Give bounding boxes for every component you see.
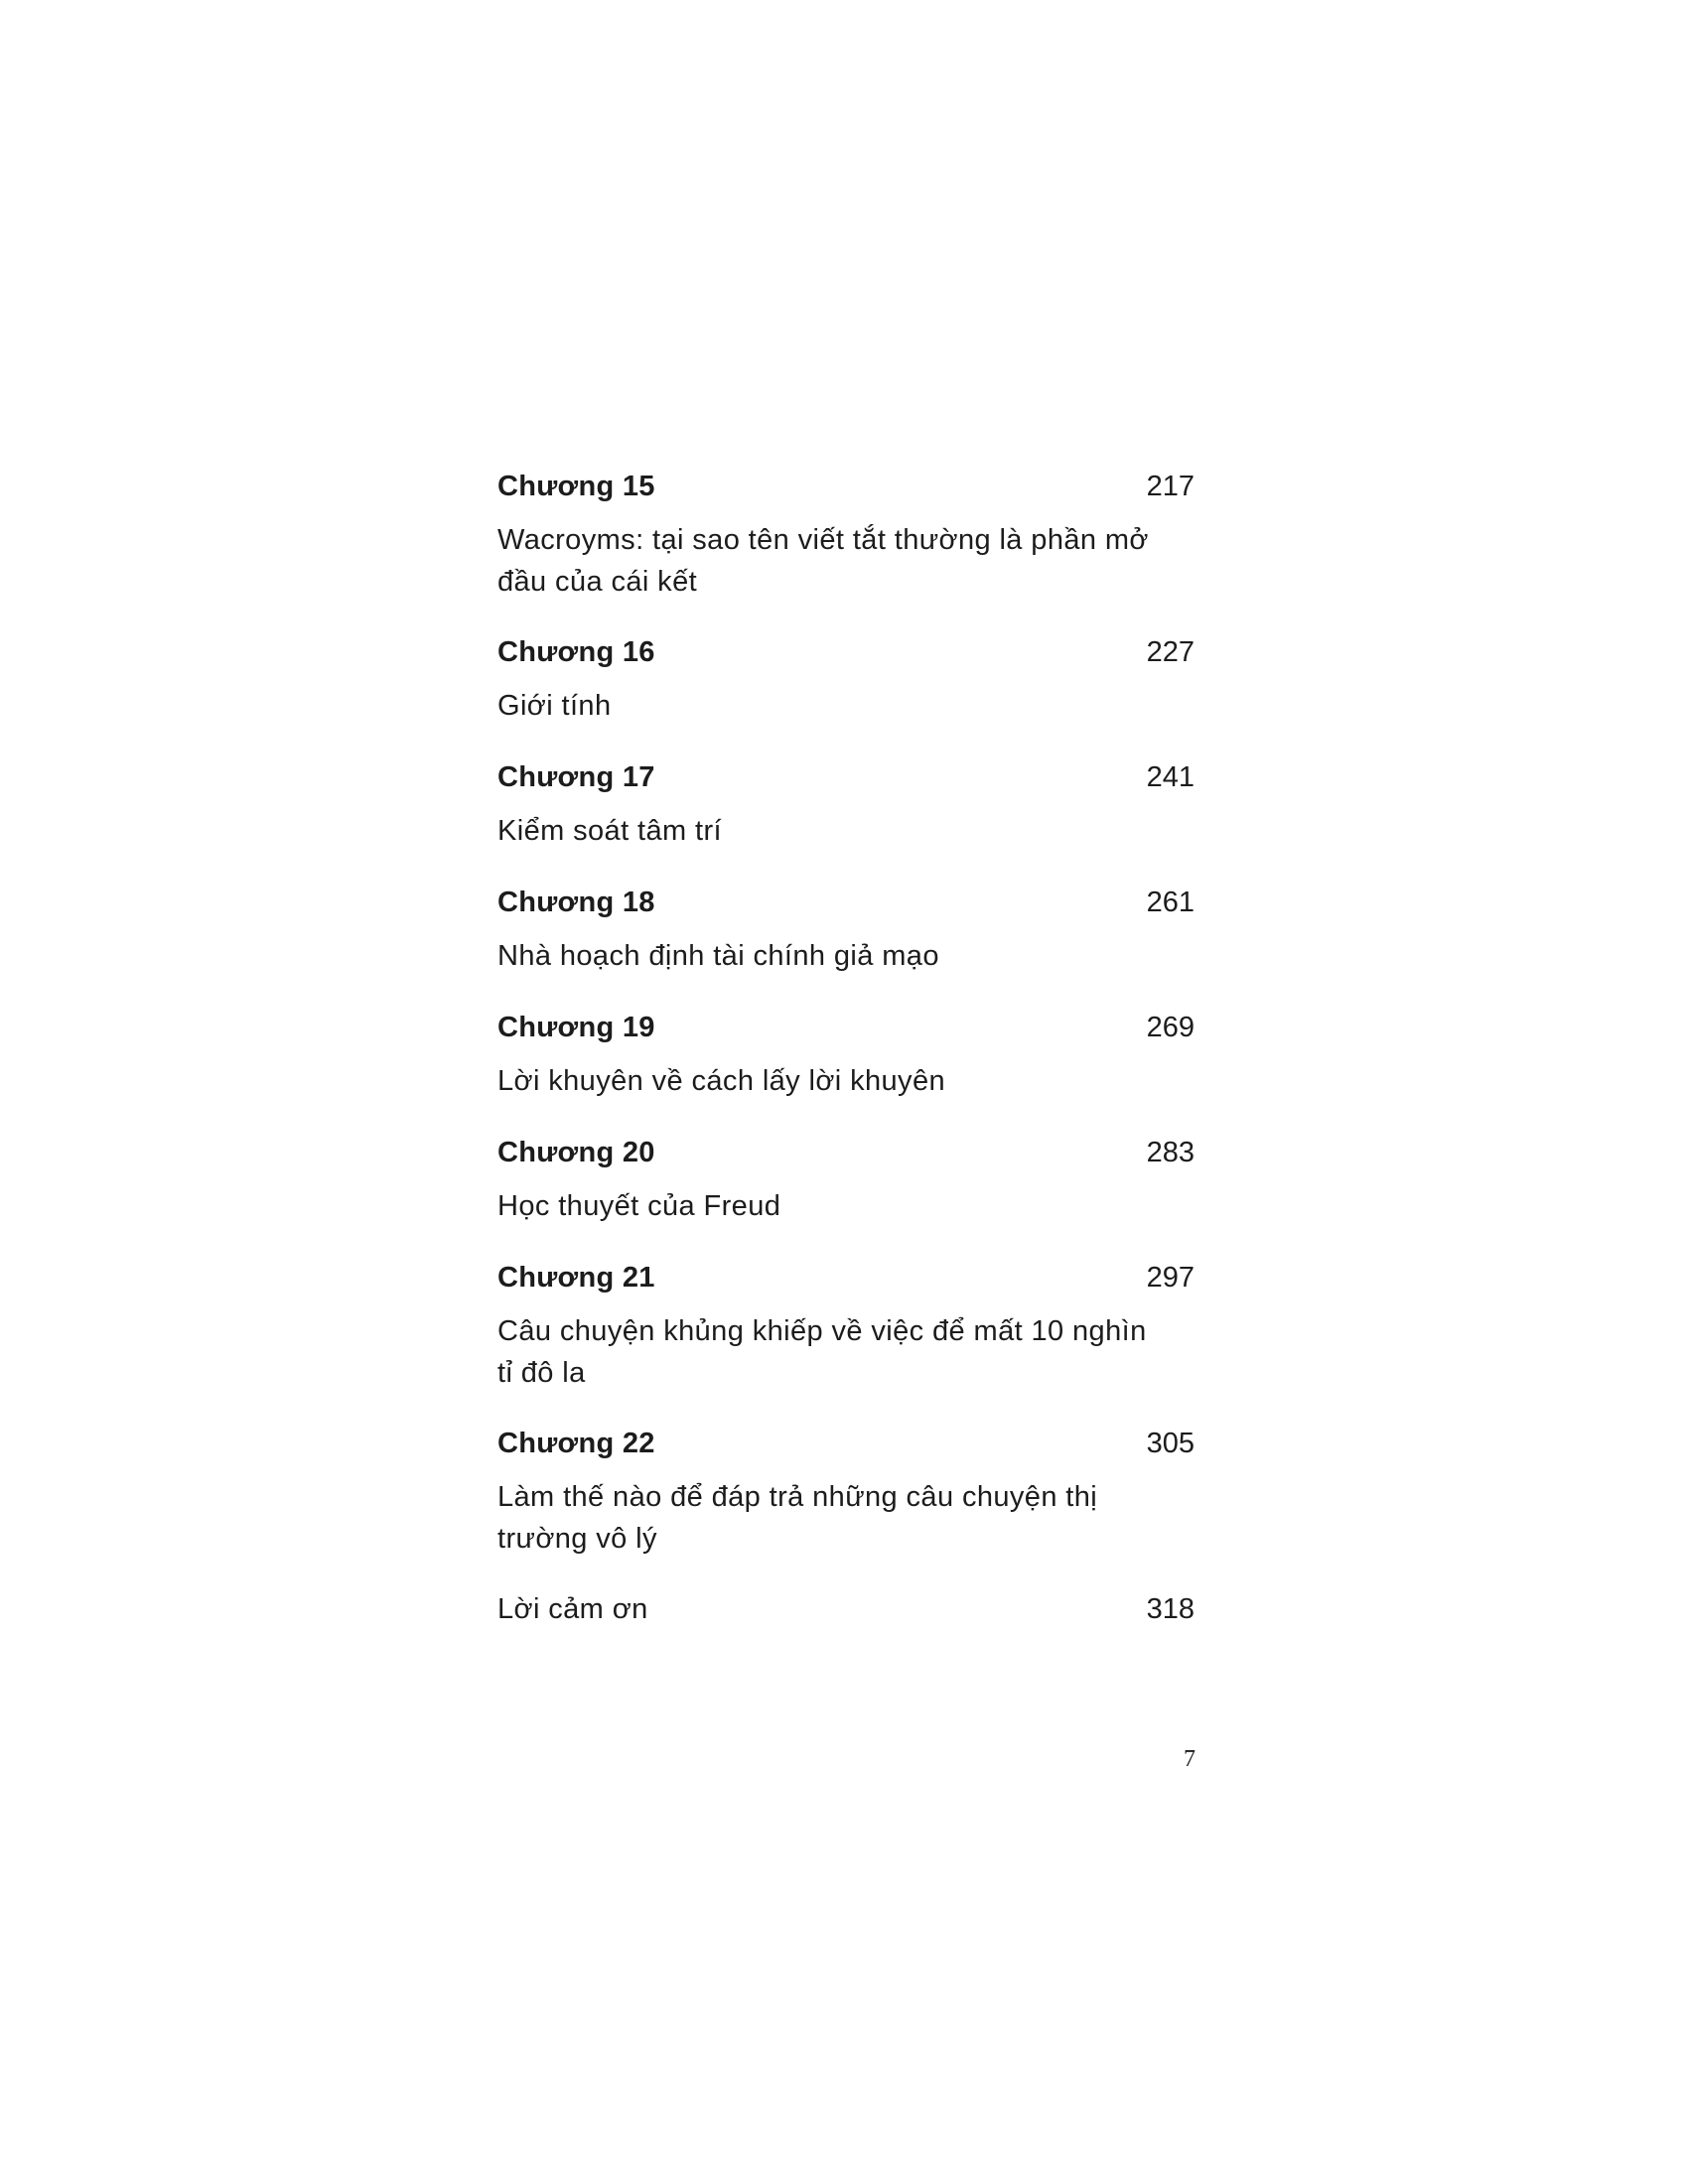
- chapter-title: Kiểm soát tâm trí: [497, 815, 722, 847]
- chapter-label: Chương 19: [497, 1012, 655, 1043]
- page-number: 318: [1146, 1593, 1195, 1625]
- chapter-title: Làm thế nào để đáp trả những câu chuyện thị trường vô lý: [497, 1481, 1098, 1555]
- acknowledgements-label: Lời cảm ơn: [497, 1593, 648, 1625]
- toc-entry-chapter-20: [497, 1133, 1195, 1222]
- toc-entry-chapter-18: [497, 883, 1195, 972]
- page-number: 283: [1146, 1137, 1195, 1168]
- page-number: 241: [1146, 761, 1195, 793]
- toc-entry-acknowledgements: [497, 1589, 1195, 1629]
- page-number: 305: [1146, 1428, 1195, 1459]
- toc-entry-chapter-21: [497, 1258, 1195, 1389]
- page-folio: 7: [1184, 1746, 1196, 1772]
- chapter-label: Chương 17: [497, 761, 655, 793]
- chapter-label: Chương 22: [497, 1428, 655, 1459]
- chapter-title: Học thuyết của Freud: [497, 1190, 781, 1222]
- toc-entry-chapter-22: [497, 1424, 1195, 1555]
- chapter-label: Chương 21: [497, 1262, 655, 1294]
- chapter-label: Chương 16: [497, 636, 655, 668]
- page-number: 227: [1146, 636, 1195, 668]
- chapter-label: Chương 15: [497, 471, 655, 502]
- page-number: 217: [1146, 471, 1195, 502]
- chapter-title: Lời khuyên về cách lấy lời khuyên: [497, 1065, 946, 1097]
- toc-entry-chapter-19: [497, 1008, 1195, 1097]
- page-number: 269: [1146, 1012, 1195, 1043]
- toc-entry-chapter-16: [497, 632, 1195, 722]
- toc-entry-chapter-17: [497, 757, 1195, 847]
- chapter-label: Chương 18: [497, 887, 655, 918]
- chapter-title: Wacroyms: tại sao tên viết tắt thường là phần mở đầu của cái kết: [497, 524, 1149, 598]
- chapter-label: Chương 20: [497, 1137, 655, 1168]
- page-number: 297: [1146, 1262, 1195, 1294]
- page-number: 261: [1146, 887, 1195, 918]
- toc-entry-chapter-15: [497, 467, 1195, 598]
- chapter-title: Nhà hoạch định tài chính giả mạo: [497, 940, 939, 972]
- chapter-title: Giới tính: [497, 690, 612, 722]
- chapter-title: Câu chuyện khủng khiếp về việc để mất 10 nghìn tỉ đô la: [497, 1315, 1147, 1389]
